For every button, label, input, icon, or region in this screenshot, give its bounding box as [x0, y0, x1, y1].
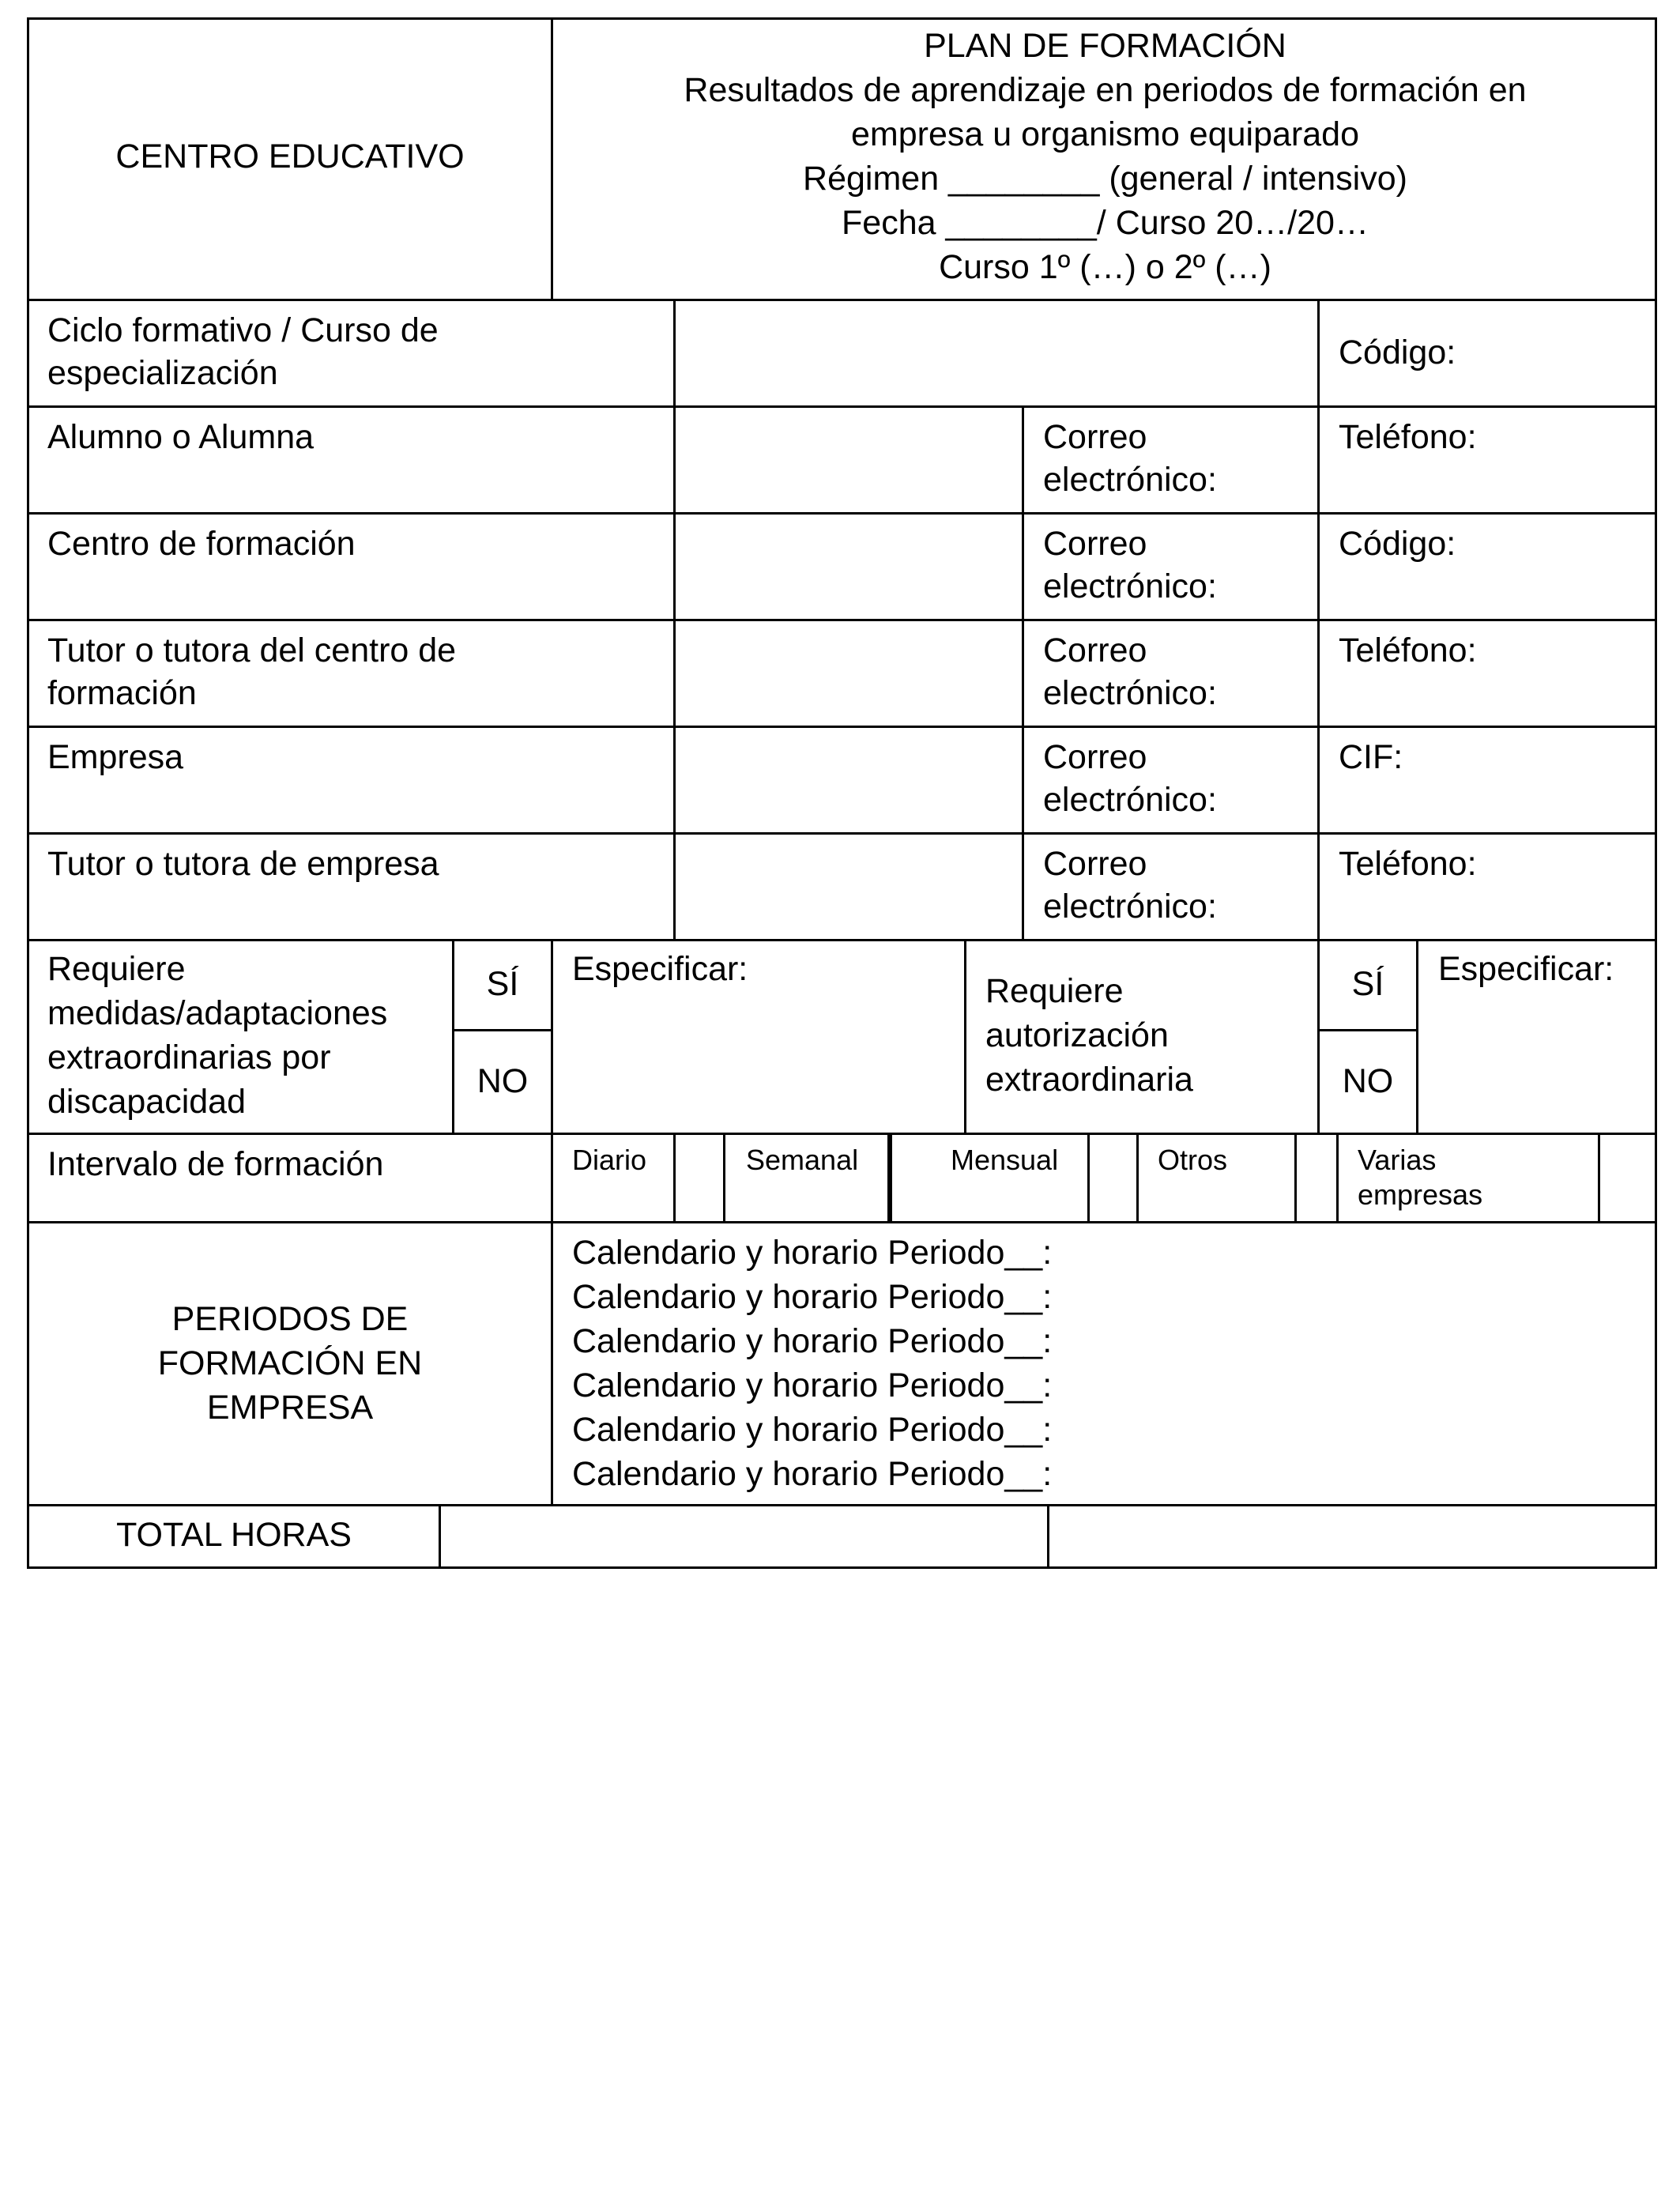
periodos-label: EMPRESA [206, 1389, 374, 1427]
autorizacion-especificar-field[interactable] [1418, 988, 1657, 1133]
intervalo-option-varias: Varias [1358, 1144, 1437, 1176]
tutor-centro-field[interactable] [676, 621, 1022, 726]
col-divider [723, 1133, 725, 1223]
centro-formacion-email-label: electrónico: [1043, 567, 1217, 605]
intervalo-varias-checkbox[interactable] [1600, 1135, 1657, 1221]
regimen-line: Régimen ________ (general / intensivo) [803, 160, 1407, 198]
medidas-especificar-field[interactable] [553, 988, 964, 1133]
empresa-email-label: Correo [1043, 738, 1147, 776]
row-divider [1318, 1029, 1418, 1031]
col-divider [964, 939, 966, 1135]
plan-subtitle: empresa u organismo equiparado [850, 115, 1359, 153]
empresa-cif-label: CIF: [1339, 738, 1403, 776]
autorizacion-especificar-label: Especificar: [1438, 950, 1614, 988]
total-horas-field[interactable] [441, 1506, 1047, 1569]
tutor-centro-email-label: electrónico: [1043, 674, 1217, 712]
total-horas-extra-field[interactable] [1049, 1506, 1657, 1569]
col-divider [890, 1133, 892, 1223]
periodo-entry[interactable]: Calendario y horario Periodo__: [572, 1411, 1053, 1449]
periodo-entry[interactable]: Calendario y horario Periodo__: [572, 1322, 1053, 1360]
alumno-email-label: Correo [1043, 418, 1147, 456]
autorizacion-no-option[interactable]: NO [1342, 1062, 1394, 1100]
alumno-telefono-label: Teléfono: [1339, 418, 1477, 456]
autorizacion-label: autorización [985, 1016, 1169, 1054]
col-divider [551, 1133, 553, 1223]
medidas-especificar-label: Especificar: [572, 950, 748, 988]
intervalo-option-varias: empresas [1358, 1178, 1483, 1211]
autorizacion-label: extraordinaria [985, 1061, 1193, 1099]
row-divider [452, 1029, 552, 1031]
intervalo-option-diario: Diario [572, 1144, 647, 1176]
alumno-label: Alumno o Alumna [47, 418, 315, 456]
intervalo-mensual-checkbox[interactable] [1090, 1135, 1136, 1221]
intervalo-label: Intervalo de formación [47, 1145, 384, 1183]
row-divider [27, 939, 1657, 941]
total-horas-label: TOTAL HORAS [116, 1516, 352, 1554]
intervalo-otros-checkbox[interactable] [1297, 1135, 1336, 1221]
periodos-label: FORMACIÓN EN [157, 1344, 423, 1382]
periodos-label: PERIODOS DE [171, 1300, 409, 1338]
autorizacion-si-option[interactable]: SÍ [1351, 965, 1384, 1003]
tutor-empresa-telefono-label: Teléfono: [1339, 845, 1477, 883]
ciclo-codigo-label: Código: [1339, 334, 1456, 371]
empresa-field[interactable] [676, 728, 1022, 832]
medidas-no-option[interactable]: NO [477, 1062, 529, 1100]
tutor-empresa-email-label: electrónico: [1043, 888, 1217, 925]
medidas-label: Requiere [47, 950, 186, 988]
medidas-label: medidas/adaptaciones [47, 994, 388, 1032]
centro-formacion-codigo-label: Código: [1339, 525, 1456, 563]
tutor-empresa-label: Tutor o tutora de empresa [47, 845, 439, 883]
centro-formacion-email-label: Correo [1043, 525, 1147, 563]
centro-formacion-label: Centro de formación [47, 525, 356, 563]
ciclo-field[interactable] [676, 301, 1317, 405]
row-divider [27, 1221, 1657, 1223]
plan-subtitle: Resultados de aprendizaje en periodos de formación en [684, 71, 1527, 109]
centro-educativo-label: CENTRO EDUCATIVO [115, 138, 465, 175]
autorizacion-label: Requiere [985, 972, 1124, 1010]
medidas-si-option[interactable]: SÍ [486, 965, 519, 1003]
periodo-entry[interactable]: Calendario y horario Periodo__: [572, 1278, 1053, 1316]
medidas-label: discapacidad [47, 1083, 247, 1121]
row-divider [27, 1133, 1657, 1135]
intervalo-diario-checkbox[interactable] [676, 1135, 723, 1221]
tutor-empresa-email-label: Correo [1043, 845, 1147, 883]
fecha-line: Fecha ________/ Curso 20…/20… [842, 204, 1369, 242]
medidas-label: extraordinarias por [47, 1039, 331, 1076]
tutor-centro-email-label: Correo [1043, 631, 1147, 669]
col-divider [1317, 299, 1320, 941]
curso-line: Curso 1º (…) o 2º (…) [939, 248, 1271, 286]
tutor-centro-telefono-label: Teléfono: [1339, 631, 1477, 669]
plan-title: PLAN DE FORMACIÓN [924, 27, 1286, 65]
intervalo-option-semanal: Semanal [746, 1144, 859, 1176]
intervalo-option-otros: Otros [1158, 1144, 1228, 1176]
intervalo-option-mensual: Mensual [951, 1144, 1059, 1176]
empresa-label: Empresa [47, 738, 184, 776]
ciclo-label: especialización [47, 354, 278, 392]
alumno-email-label: electrónico: [1043, 461, 1217, 499]
periodo-entry[interactable]: Calendario y horario Periodo__: [572, 1367, 1053, 1404]
periodo-entry[interactable]: Calendario y horario Periodo__: [572, 1455, 1053, 1493]
col-divider [1136, 1133, 1139, 1223]
tutor-centro-label: formación [47, 674, 197, 712]
centro-formacion-field[interactable] [676, 515, 1022, 619]
tutor-centro-label: Tutor o tutora del centro de [47, 631, 457, 669]
col-divider [1022, 405, 1024, 941]
ciclo-label: Ciclo formativo / Curso de [47, 311, 439, 349]
tutor-empresa-field[interactable] [676, 835, 1022, 939]
empresa-email-label: electrónico: [1043, 781, 1217, 819]
col-divider [551, 1221, 553, 1506]
periodo-entry[interactable]: Calendario y horario Periodo__: [572, 1234, 1053, 1272]
col-divider [1336, 1133, 1339, 1223]
alumno-field[interactable] [676, 408, 1022, 512]
